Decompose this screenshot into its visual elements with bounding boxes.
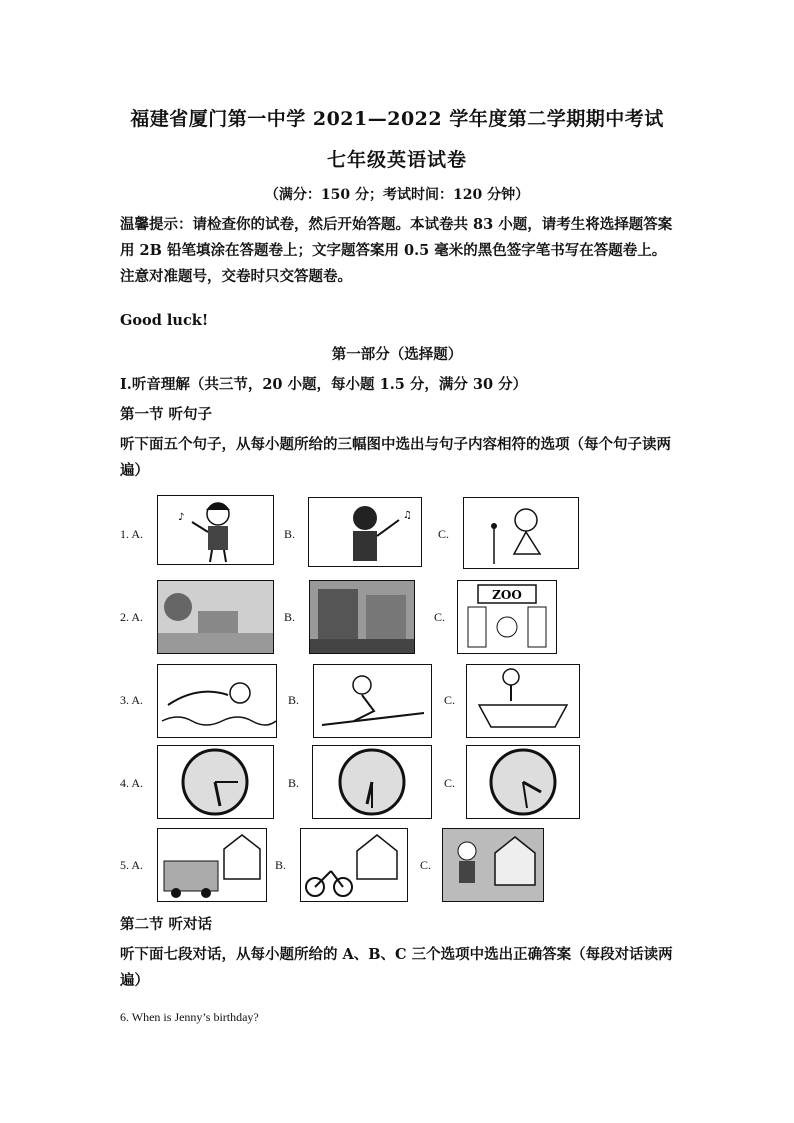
section2-title: 第二节 听对话 bbox=[120, 916, 213, 933]
zoo-sign-text: ZOO bbox=[492, 588, 522, 602]
q4-option-b-clock-picture bbox=[312, 745, 432, 819]
exam-title: 福建省厦门第一中学 2021—2022 学年度第二学期期中考试 bbox=[130, 108, 664, 130]
q3-option-c-ping-pong-picture bbox=[466, 664, 580, 738]
q1-option-b-violin-girl-picture bbox=[308, 497, 422, 567]
q1-option-c-microphone-girl-picture bbox=[463, 497, 579, 569]
svg-text:♫: ♫ bbox=[403, 510, 412, 521]
section2-instruction: 听下面七段对话，从每小题所给的 A、B、C 三个选项中选出正确答案（每段对话读两遍） bbox=[120, 946, 673, 989]
q4-label-a: 4. A. bbox=[120, 776, 144, 790]
q2-label-c: C. bbox=[434, 610, 446, 624]
q5-option-a-bus-to-school-picture bbox=[157, 828, 267, 902]
q5-label-a: 5. A. bbox=[120, 858, 144, 872]
exam-subtitle-grade: 七年级英语试卷 bbox=[326, 149, 467, 171]
q1-label-a: 1. A. bbox=[120, 527, 144, 541]
q5-label-b: B. bbox=[275, 858, 287, 872]
section1-instruction: 听下面五个句子，从每小题所给的三幅图中选出与句子内容相符的选项（每个句子读两遍） bbox=[120, 436, 671, 479]
good-luck: Good luck! bbox=[120, 312, 209, 329]
q2-option-b-street-picture bbox=[309, 580, 415, 654]
q2-option-a-park-picture bbox=[157, 580, 274, 654]
part-heading: 第一部分（选择题） bbox=[331, 346, 463, 363]
notice-paragraph: 温馨提示：请检查你的试卷，然后开始答题。本试卷共 83 小题，请考生将选择题答案用 2B 铅笔填涂在答题卷上；文字题答案用 0.5 毫米的黑色签字笔书写在答题卷上。注意对准题号，交卷时只交答题卷。 bbox=[120, 216, 673, 285]
q5-option-b-bike-to-school-picture bbox=[300, 828, 408, 902]
q2-label-b: B. bbox=[284, 610, 296, 624]
question-6: 6. When is Jenny’s birthday? bbox=[120, 1010, 259, 1024]
q1-label-c: C. bbox=[438, 527, 450, 541]
q2-label-a: 2. A. bbox=[120, 610, 144, 624]
q3-option-a-swimming-picture bbox=[157, 664, 277, 738]
q4-label-b: B. bbox=[288, 776, 300, 790]
listening-section-title: Ⅰ.听音理解（共三节，20 小题，每小题 1.5 分，满分 30 分） bbox=[120, 376, 528, 393]
q5-label-c: C. bbox=[420, 858, 432, 872]
q4-label-c: C. bbox=[444, 776, 456, 790]
exam-score-time: （满分：150 分；考试时间：120 分钟） bbox=[264, 187, 530, 203]
q3-label-a: 3. A. bbox=[120, 693, 144, 707]
q4-option-c-clock-picture bbox=[466, 745, 580, 819]
q1-label-b: B. bbox=[284, 527, 296, 541]
q1-option-a-singing-girl-picture bbox=[157, 495, 274, 565]
q3-label-b: B. bbox=[288, 693, 300, 707]
section1-title: 第一节 听句子 bbox=[120, 406, 213, 423]
q3-label-c: C. bbox=[444, 693, 456, 707]
q4-option-a-clock-picture bbox=[157, 745, 274, 819]
q2-option-c-zoo-picture bbox=[457, 580, 557, 654]
q3-option-b-skiing-picture bbox=[313, 664, 432, 738]
q5-option-c-walk-to-school-picture bbox=[442, 828, 544, 902]
svg-text:♪: ♪ bbox=[178, 512, 185, 523]
